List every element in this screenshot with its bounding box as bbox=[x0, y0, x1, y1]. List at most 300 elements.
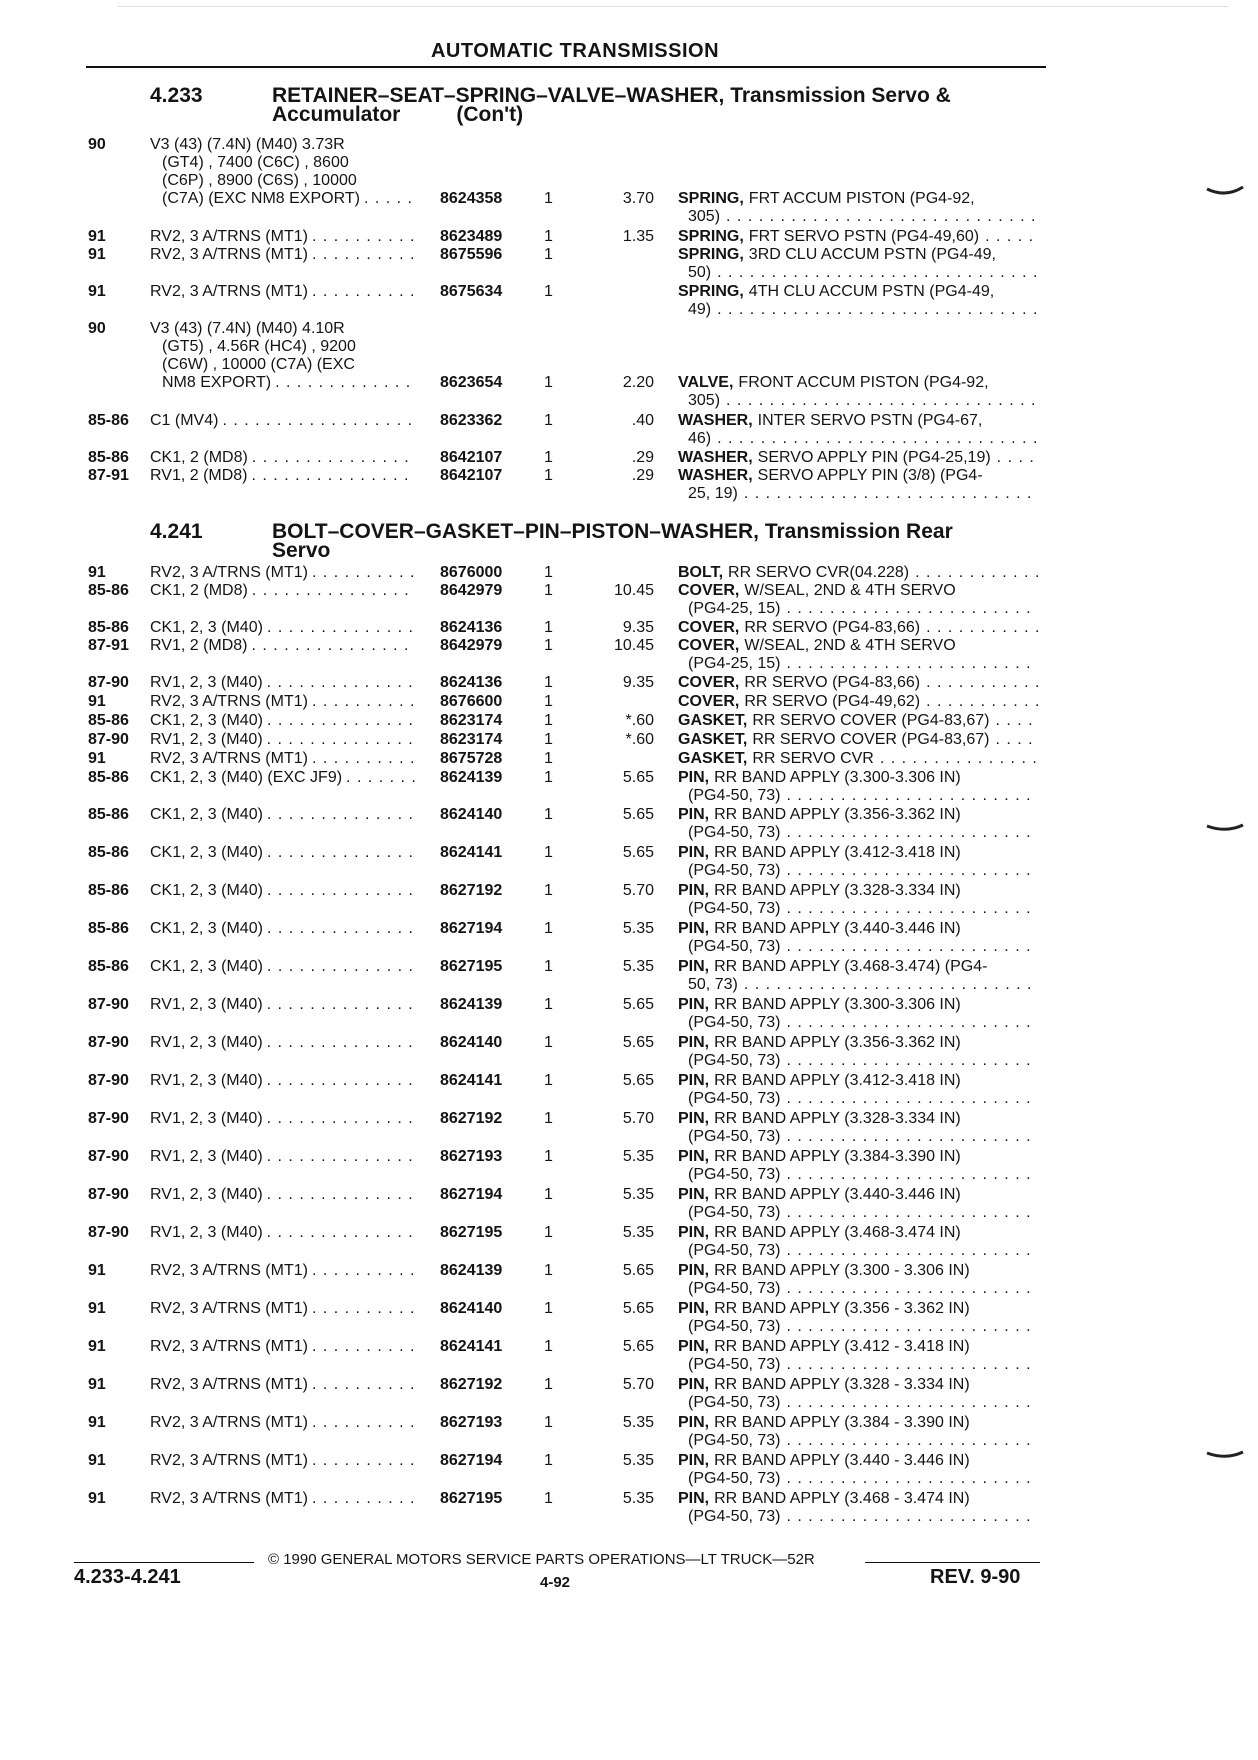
part-name: VALVE, bbox=[678, 374, 734, 391]
vehicle-model bbox=[150, 1072, 415, 1090]
part-description bbox=[678, 1376, 1038, 1412]
model-year: 87-90 bbox=[88, 1034, 129, 1051]
part-name: PIN, bbox=[678, 769, 710, 786]
vehicle-model bbox=[150, 412, 415, 430]
price: 3.70 bbox=[622, 190, 654, 207]
leader-dots bbox=[267, 1072, 415, 1090]
part-detail-continued: (PG4-50, 73) bbox=[688, 1432, 781, 1449]
table-row bbox=[0, 1262, 1258, 1300]
part-number: 8676000 bbox=[440, 564, 503, 581]
leader-dots bbox=[717, 301, 1038, 319]
section-title-line1: BOLT–COVER–GASKET–PIN–PISTON–WASHER, Transmission Rear bbox=[272, 520, 953, 543]
part-detail-continued: (PG4-50, 73) bbox=[688, 900, 781, 917]
vehicle-model-text: RV1, 2, 3 (M40) bbox=[150, 1224, 263, 1241]
section-title-line2: Accumulator bbox=[272, 103, 401, 126]
price: 5.35 bbox=[622, 1186, 654, 1203]
vehicle-model bbox=[150, 996, 415, 1014]
page-header-title: AUTOMATIC TRANSMISSION bbox=[430, 40, 720, 62]
table-row bbox=[0, 806, 1258, 844]
part-name: PIN, bbox=[678, 1224, 710, 1241]
vehicle-model bbox=[150, 1034, 415, 1052]
quantity: 1 bbox=[544, 882, 553, 899]
quantity: 1 bbox=[544, 1072, 553, 1089]
leader-dots bbox=[312, 693, 415, 711]
model-year: 87-90 bbox=[88, 674, 129, 691]
part-description bbox=[678, 712, 1038, 730]
part-description bbox=[678, 1262, 1038, 1298]
part-description bbox=[678, 882, 1038, 918]
part-detail: RR BAND APPLY (3.384-3.390 IN) bbox=[714, 1148, 961, 1165]
vehicle-model-text: RV2, 3 A/TRNS (MT1) bbox=[150, 1414, 308, 1431]
part-detail-continued: (PG4-50, 73) bbox=[688, 862, 781, 879]
part-number: 8624141 bbox=[440, 1072, 503, 1089]
part-name: PIN, bbox=[678, 958, 710, 975]
quantity: 1 bbox=[544, 1452, 553, 1469]
leader-dots bbox=[267, 619, 415, 637]
vehicle-model-text: RV2, 3 A/TRNS (MT1) bbox=[150, 228, 308, 245]
part-description bbox=[678, 674, 1038, 692]
part-detail-continued: 50, 73) bbox=[688, 976, 738, 993]
price: 5.65 bbox=[622, 996, 654, 1013]
part-detail: RR BAND APPLY (3.300-3.306 IN) bbox=[714, 996, 961, 1013]
vehicle-model bbox=[150, 693, 415, 711]
quantity: 1 bbox=[544, 693, 553, 710]
vehicle-model-text: (C6P) , 8900 (C6S) , 10000 bbox=[162, 172, 357, 189]
model-year: 91 bbox=[88, 1452, 106, 1469]
part-detail: RR BAND APPLY (3.356-3.362 IN) bbox=[714, 806, 961, 823]
vehicle-model-text: RV2, 3 A/TRNS (MT1) bbox=[150, 1452, 308, 1469]
part-detail-continued: (PG4-50, 73) bbox=[688, 1090, 781, 1107]
part-description bbox=[678, 769, 1038, 805]
part-detail: SERVO APPLY PIN (3/8) (PG4- bbox=[757, 467, 983, 484]
part-number: 8642107 bbox=[440, 467, 503, 484]
vehicle-model bbox=[150, 844, 415, 862]
leader-dots bbox=[267, 958, 415, 976]
part-name: GASKET, bbox=[678, 712, 748, 729]
quantity: 1 bbox=[544, 806, 553, 823]
table-row bbox=[0, 1110, 1258, 1148]
part-description bbox=[678, 190, 1038, 226]
part-detail: RR BAND APPLY (3.440 - 3.446 IN) bbox=[714, 1452, 970, 1469]
leader-dots bbox=[786, 938, 1038, 956]
vehicle-model bbox=[150, 806, 415, 824]
table-row bbox=[0, 769, 1258, 807]
model-year: 91 bbox=[88, 564, 106, 581]
leader-dots bbox=[786, 1014, 1038, 1032]
part-description bbox=[678, 844, 1038, 880]
vehicle-model bbox=[150, 136, 415, 208]
model-year: 91 bbox=[88, 228, 106, 245]
table-row bbox=[0, 582, 1258, 620]
model-year: 91 bbox=[88, 1300, 106, 1317]
vehicle-model-text: (C7A) (EXC NM8 EXPORT) bbox=[162, 190, 360, 207]
vehicle-model-text: CK1, 2, 3 (M40) bbox=[150, 844, 263, 861]
leader-dots bbox=[222, 412, 415, 430]
part-name: PIN, bbox=[678, 1262, 710, 1279]
part-name: COVER, bbox=[678, 674, 740, 691]
model-year: 91 bbox=[88, 1338, 106, 1355]
price: 9.35 bbox=[622, 674, 654, 691]
part-description bbox=[678, 1034, 1038, 1070]
section-title-line1: RETAINER–SEAT–SPRING–VALVE–WASHER, Transmission Servo & bbox=[272, 84, 951, 107]
vehicle-model bbox=[150, 283, 415, 301]
part-name: COVER, bbox=[678, 693, 740, 710]
model-year: 87-90 bbox=[88, 1224, 129, 1241]
leader-dots bbox=[267, 731, 415, 749]
part-name: SPRING, bbox=[678, 190, 744, 207]
leader-dots bbox=[995, 731, 1038, 749]
quantity: 1 bbox=[544, 467, 553, 484]
part-description bbox=[678, 582, 1038, 618]
part-name: BOLT, bbox=[678, 564, 724, 581]
quantity: 1 bbox=[544, 228, 553, 245]
part-detail: RR SERVO COVER (PG4-83,67) bbox=[752, 731, 990, 748]
quantity: 1 bbox=[544, 449, 553, 466]
table-row bbox=[0, 320, 1258, 409]
leader-dots bbox=[267, 1186, 415, 1204]
part-name: PIN, bbox=[678, 844, 710, 861]
part-description bbox=[678, 731, 1038, 749]
leader-dots bbox=[252, 467, 415, 485]
table-row bbox=[0, 467, 1258, 505]
part-number: 8642979 bbox=[440, 637, 503, 654]
price: 5.35 bbox=[622, 920, 654, 937]
leader-dots bbox=[312, 1338, 415, 1356]
leader-dots bbox=[252, 582, 415, 600]
price: 5.65 bbox=[622, 1072, 654, 1089]
leader-dots bbox=[312, 1414, 415, 1432]
section-title bbox=[272, 86, 1012, 124]
quantity: 1 bbox=[544, 674, 553, 691]
model-year: 85-86 bbox=[88, 449, 129, 466]
part-description bbox=[678, 1452, 1038, 1488]
price: *.60 bbox=[625, 731, 654, 748]
vehicle-model bbox=[150, 1224, 415, 1242]
vehicle-model bbox=[150, 882, 415, 900]
price: 5.35 bbox=[622, 1490, 654, 1507]
part-detail-continued: 46) bbox=[688, 430, 712, 447]
price: 10.45 bbox=[613, 582, 654, 599]
vehicle-model-text: (GT5) , 4.56R (HC4) , 9200 bbox=[162, 338, 356, 355]
vehicle-model bbox=[150, 750, 415, 768]
part-detail: RR BAND APPLY (3.412-3.418 IN) bbox=[714, 1072, 961, 1089]
model-year: 85-86 bbox=[88, 769, 129, 786]
part-detail-continued: (PG4-50, 73) bbox=[688, 1128, 781, 1145]
part-detail: RR BAND APPLY (3.356 - 3.362 IN) bbox=[714, 1300, 970, 1317]
part-description bbox=[678, 1072, 1038, 1108]
vehicle-model-text: CK1, 2 (MD8) bbox=[150, 582, 248, 599]
part-name: PIN, bbox=[678, 1148, 710, 1165]
model-year: 87-90 bbox=[88, 1110, 129, 1127]
leader-dots bbox=[726, 208, 1038, 226]
vehicle-model bbox=[150, 1338, 415, 1356]
vehicle-model-text: RV2, 3 A/TRNS (MT1) bbox=[150, 1490, 308, 1507]
part-description bbox=[678, 449, 1038, 467]
part-detail-continued: (PG4-50, 73) bbox=[688, 1242, 781, 1259]
part-detail: W/SEAL, 2ND & 4TH SERVO bbox=[744, 582, 956, 599]
model-year: 87-90 bbox=[88, 996, 129, 1013]
table-row bbox=[0, 1224, 1258, 1262]
vehicle-model bbox=[150, 1414, 415, 1432]
table-row bbox=[0, 246, 1258, 284]
leader-dots bbox=[786, 824, 1038, 842]
vehicle-model-text: RV2, 3 A/TRNS (MT1) bbox=[150, 750, 308, 767]
vehicle-model-text: RV2, 3 A/TRNS (MT1) bbox=[150, 564, 308, 581]
quantity: 1 bbox=[544, 374, 553, 391]
section-number: 4.241 bbox=[150, 520, 203, 543]
part-number: 8627195 bbox=[440, 1224, 503, 1241]
part-detail: FRT SERVO PSTN (PG4-49,60) bbox=[748, 228, 980, 245]
price: 2.20 bbox=[622, 374, 654, 391]
model-year: 91 bbox=[88, 1414, 106, 1431]
vehicle-model bbox=[150, 1452, 415, 1470]
part-name: PIN, bbox=[678, 1338, 710, 1355]
part-description bbox=[678, 228, 1038, 246]
leader-dots bbox=[786, 1166, 1038, 1184]
part-detail-continued: (PG4-50, 73) bbox=[688, 1394, 781, 1411]
vehicle-model bbox=[150, 449, 415, 467]
part-number: 8627194 bbox=[440, 920, 503, 937]
leader-dots bbox=[717, 264, 1038, 282]
part-detail: RR BAND APPLY (3.300-3.306 IN) bbox=[714, 769, 961, 786]
quantity: 1 bbox=[544, 1338, 553, 1355]
vehicle-model-text: NM8 EXPORT) bbox=[162, 374, 272, 391]
quantity: 1 bbox=[544, 582, 553, 599]
part-detail: RR SERVO CVR bbox=[752, 750, 874, 767]
leader-dots bbox=[267, 920, 415, 938]
vehicle-model bbox=[150, 619, 415, 637]
model-year: 85-86 bbox=[88, 619, 129, 636]
part-number: 8624140 bbox=[440, 1300, 503, 1317]
table-row bbox=[0, 920, 1258, 958]
part-detail: RR BAND APPLY (3.384 - 3.390 IN) bbox=[714, 1414, 970, 1431]
part-description bbox=[678, 564, 1038, 582]
leader-dots bbox=[744, 485, 1038, 503]
leader-dots bbox=[786, 1508, 1038, 1526]
table-row bbox=[0, 844, 1258, 882]
leader-dots bbox=[786, 787, 1038, 805]
part-description bbox=[678, 246, 1038, 282]
part-number: 8676600 bbox=[440, 693, 503, 710]
part-detail: SERVO APPLY PIN (PG4-25,19) bbox=[757, 449, 991, 466]
section-title bbox=[272, 522, 1012, 560]
part-number: 8627192 bbox=[440, 1376, 503, 1393]
part-detail-continued: 25, 19) bbox=[688, 485, 738, 502]
leader-dots bbox=[346, 769, 415, 787]
leader-dots bbox=[926, 693, 1038, 711]
part-description bbox=[678, 1148, 1038, 1184]
part-description bbox=[678, 1414, 1038, 1450]
header-rule bbox=[86, 66, 1046, 68]
vehicle-model-text: RV1, 2, 3 (M40) bbox=[150, 1148, 263, 1165]
part-name: COVER, bbox=[678, 619, 740, 636]
part-number: 8624136 bbox=[440, 674, 503, 691]
vehicle-model bbox=[150, 958, 415, 976]
part-number: 8675596 bbox=[440, 246, 503, 263]
model-year: 91 bbox=[88, 750, 106, 767]
part-description bbox=[678, 996, 1038, 1032]
part-name: PIN, bbox=[678, 1186, 710, 1203]
part-detail: RR BAND APPLY (3.468-3.474) (PG4- bbox=[714, 958, 988, 975]
vehicle-model-text: RV2, 3 A/TRNS (MT1) bbox=[150, 1300, 308, 1317]
part-number: 8627195 bbox=[440, 958, 503, 975]
part-number: 8642979 bbox=[440, 582, 503, 599]
price: 5.35 bbox=[622, 1224, 654, 1241]
part-detail: RR SERVO (PG4-83,66) bbox=[744, 619, 921, 636]
price: 5.65 bbox=[622, 1300, 654, 1317]
part-number: 8624141 bbox=[440, 1338, 503, 1355]
part-number: 8623489 bbox=[440, 228, 503, 245]
footer-page-number: 4-92 bbox=[540, 1574, 571, 1591]
part-name: PIN, bbox=[678, 1034, 710, 1051]
part-number: 8675634 bbox=[440, 283, 503, 300]
leader-dots bbox=[786, 1318, 1038, 1336]
part-detail: RR BAND APPLY (3.356-3.362 IN) bbox=[714, 1034, 961, 1051]
part-detail: RR SERVO (PG4-83,66) bbox=[744, 674, 921, 691]
model-year: 85-86 bbox=[88, 882, 129, 899]
vehicle-model-text: (C6W) , 10000 (C7A) (EXC bbox=[162, 356, 355, 373]
price: .40 bbox=[631, 412, 654, 429]
leader-dots bbox=[786, 1204, 1038, 1222]
price: 5.35 bbox=[622, 1452, 654, 1469]
table-row bbox=[0, 1300, 1258, 1338]
part-number: 8642107 bbox=[440, 449, 503, 466]
leader-dots bbox=[267, 712, 415, 730]
part-name: PIN, bbox=[678, 996, 710, 1013]
price: 1.35 bbox=[622, 228, 654, 245]
vehicle-model bbox=[150, 1110, 415, 1128]
vehicle-model bbox=[150, 731, 415, 749]
vehicle-model bbox=[150, 637, 415, 655]
part-detail: RR BAND APPLY (3.440-3.446 IN) bbox=[714, 1186, 961, 1203]
part-number: 8627193 bbox=[440, 1148, 503, 1165]
quantity: 1 bbox=[544, 920, 553, 937]
part-number: 8624139 bbox=[440, 996, 503, 1013]
vehicle-model-text: CK1, 2 (MD8) bbox=[150, 449, 248, 466]
section-title-line2: Servo bbox=[272, 539, 331, 562]
model-year: 87-91 bbox=[88, 467, 129, 484]
table-row bbox=[0, 1452, 1258, 1490]
quantity: 1 bbox=[544, 1414, 553, 1431]
vehicle-model bbox=[150, 712, 415, 730]
vehicle-model-text: RV1, 2, 3 (M40) bbox=[150, 1072, 263, 1089]
footer-rule-right bbox=[865, 1562, 1040, 1563]
leader-dots bbox=[312, 564, 415, 582]
leader-dots bbox=[267, 1148, 415, 1166]
part-name: SPRING, bbox=[678, 283, 744, 300]
part-detail-continued: (PG4-50, 73) bbox=[688, 1280, 781, 1297]
leader-dots bbox=[926, 674, 1038, 692]
part-detail-continued: (PG4-50, 73) bbox=[688, 938, 781, 955]
leader-dots bbox=[915, 564, 1038, 582]
quantity: 1 bbox=[544, 1262, 553, 1279]
price: *.60 bbox=[625, 712, 654, 729]
model-year: 87-90 bbox=[88, 1186, 129, 1203]
model-year: 87-91 bbox=[88, 637, 129, 654]
vehicle-model bbox=[150, 674, 415, 692]
leader-dots bbox=[786, 600, 1038, 618]
price: 5.65 bbox=[622, 844, 654, 861]
part-number: 8624139 bbox=[440, 769, 503, 786]
vehicle-model bbox=[150, 769, 415, 787]
part-name: PIN, bbox=[678, 1072, 710, 1089]
model-year: 91 bbox=[88, 283, 106, 300]
part-description bbox=[678, 467, 1038, 503]
model-year: 87-90 bbox=[88, 1148, 129, 1165]
part-name: GASKET, bbox=[678, 731, 748, 748]
quantity: 1 bbox=[544, 844, 553, 861]
leader-dots bbox=[267, 806, 415, 824]
part-number: 8624140 bbox=[440, 1034, 503, 1051]
leader-dots bbox=[786, 862, 1038, 880]
part-description bbox=[678, 412, 1038, 448]
part-description bbox=[678, 958, 1038, 994]
part-name: PIN, bbox=[678, 920, 710, 937]
part-name: PIN, bbox=[678, 1110, 710, 1127]
part-detail-continued: (PG4-50, 73) bbox=[688, 1166, 781, 1183]
part-detail: FRONT ACCUM PISTON (PG4-92, bbox=[738, 374, 989, 391]
vehicle-model-text: RV1, 2, 3 (M40) bbox=[150, 731, 263, 748]
vehicle-model-text: RV2, 3 A/TRNS (MT1) bbox=[150, 693, 308, 710]
part-description bbox=[678, 283, 1038, 319]
model-year: 85-86 bbox=[88, 920, 129, 937]
part-detail: RR BAND APPLY (3.328 - 3.334 IN) bbox=[714, 1376, 970, 1393]
binding-mark bbox=[1206, 1450, 1244, 1460]
model-year: 85-86 bbox=[88, 582, 129, 599]
part-number: 8627194 bbox=[440, 1452, 503, 1469]
part-detail-continued: 50) bbox=[688, 264, 712, 281]
footer-copyright: © 1990 GENERAL MOTORS SERVICE PARTS OPERATIONS—LT TRUCK—52R bbox=[268, 1551, 815, 1568]
vehicle-model-text: RV1, 2 (MD8) bbox=[150, 637, 248, 654]
part-detail-continued: (PG4-50, 73) bbox=[688, 1014, 781, 1031]
table-row bbox=[0, 1414, 1258, 1452]
part-number: 8623174 bbox=[440, 731, 503, 748]
part-detail: FRT ACCUM PISTON (PG4-92, bbox=[748, 190, 975, 207]
table-row bbox=[0, 1338, 1258, 1376]
part-detail-continued: 49) bbox=[688, 301, 712, 318]
price: 5.35 bbox=[622, 1148, 654, 1165]
quantity: 1 bbox=[544, 1186, 553, 1203]
part-name: WASHER, bbox=[678, 412, 753, 429]
leader-dots bbox=[267, 882, 415, 900]
part-name: WASHER, bbox=[678, 449, 753, 466]
part-description bbox=[678, 619, 1038, 637]
leader-dots bbox=[786, 1280, 1038, 1298]
vehicle-model bbox=[150, 1148, 415, 1166]
part-name: WASHER, bbox=[678, 467, 753, 484]
part-number: 8624136 bbox=[440, 619, 503, 636]
part-detail-continued: (PG4-50, 73) bbox=[688, 824, 781, 841]
leader-dots bbox=[312, 750, 415, 768]
model-year: 85-86 bbox=[88, 806, 129, 823]
leader-dots bbox=[786, 1128, 1038, 1146]
quantity: 1 bbox=[544, 1110, 553, 1127]
leader-dots bbox=[985, 228, 1038, 246]
quantity: 1 bbox=[544, 769, 553, 786]
part-name: SPRING, bbox=[678, 228, 744, 245]
quantity: 1 bbox=[544, 996, 553, 1013]
part-name: PIN, bbox=[678, 1452, 710, 1469]
vehicle-model-text: V3 (43) (7.4N) (M40) 4.10R bbox=[150, 320, 345, 337]
table-row bbox=[0, 1490, 1258, 1528]
vehicle-model bbox=[150, 1376, 415, 1394]
vehicle-model-text: CK1, 2, 3 (M40) bbox=[150, 619, 263, 636]
part-name: GASKET, bbox=[678, 750, 748, 767]
leader-dots bbox=[717, 430, 1038, 448]
part-number: 8624358 bbox=[440, 190, 503, 207]
model-year: 85-86 bbox=[88, 412, 129, 429]
price: 5.65 bbox=[622, 1034, 654, 1051]
